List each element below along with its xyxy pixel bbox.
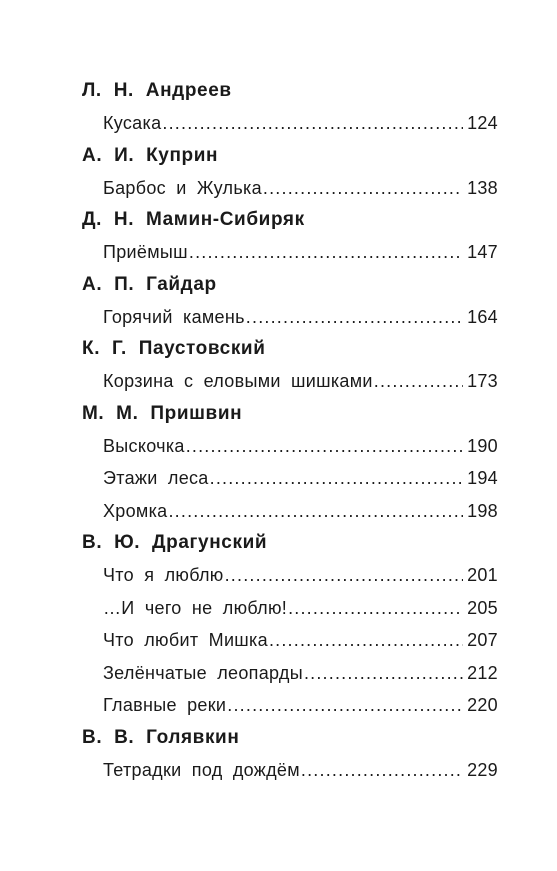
- toc-entry[interactable]: [103, 236, 498, 269]
- toc-entry[interactable]: [103, 430, 498, 463]
- entry-title: Что я люблю: [103, 565, 224, 585]
- toc-entry[interactable]: [103, 365, 498, 398]
- entry-page-number: 173: [467, 371, 498, 391]
- toc-entry[interactable]: [103, 592, 498, 625]
- author-heading: К. Г. Паустовский: [82, 338, 266, 359]
- toc-entry[interactable]: [103, 495, 498, 528]
- dot-leader: [263, 172, 463, 205]
- toc-section: [82, 204, 498, 269]
- entry-title: Этажи леса: [103, 468, 209, 488]
- dot-leader: [186, 430, 463, 463]
- entry-title: Кусака: [103, 113, 162, 133]
- entry-page-number: 124: [467, 113, 498, 133]
- entry-page-number: 205: [467, 597, 498, 618]
- entry-page-number: 190: [467, 435, 498, 456]
- entry-title: Что любит Мишка: [103, 630, 268, 650]
- toc-entry[interactable]: [103, 754, 498, 787]
- entry-page-number: 207: [467, 630, 498, 650]
- dot-leader: [210, 462, 463, 495]
- entry-title: Тетрадки под дождём: [103, 759, 300, 780]
- toc-entry[interactable]: [103, 107, 498, 140]
- dot-leader: [246, 301, 463, 334]
- entry-title: Выскочка: [103, 435, 185, 456]
- toc-section: [82, 527, 498, 722]
- dot-leader: [162, 107, 463, 140]
- table-of-contents: [82, 75, 498, 786]
- entry-page-number: 147: [467, 242, 498, 262]
- dot-leader: [288, 592, 463, 625]
- entry-page-number: 194: [467, 468, 498, 488]
- toc-entry[interactable]: [103, 624, 498, 657]
- entry-page-number: 212: [467, 662, 498, 683]
- entry-title: Барбос и Жулька: [103, 177, 262, 198]
- entry-page-number: 164: [467, 306, 498, 327]
- toc-entry[interactable]: [103, 657, 498, 690]
- entry-title: Хромка: [103, 500, 168, 521]
- entry-title: Приёмыш: [103, 242, 188, 262]
- entry-title: Зелёнчатые леопарды: [103, 662, 303, 683]
- dot-leader: [225, 559, 463, 592]
- toc-entry[interactable]: [103, 301, 498, 334]
- toc-section: [82, 333, 498, 398]
- entry-title: Корзина с еловыми шишками: [103, 371, 373, 391]
- author-heading: Д. Н. Мамин-Сибиряк: [82, 209, 305, 230]
- dot-leader: [374, 365, 463, 398]
- entry-page-number: 220: [467, 695, 498, 715]
- toc-entry[interactable]: [103, 462, 498, 495]
- toc-entry[interactable]: [103, 172, 498, 205]
- entry-title: …И чего не люблю!: [103, 597, 288, 618]
- entry-page-number: 138: [467, 177, 498, 198]
- dot-leader: [269, 624, 463, 657]
- toc-section: [82, 140, 498, 205]
- author-heading: Л. Н. Андреев: [82, 80, 232, 101]
- entry-title: Горячий камень: [103, 306, 245, 327]
- dot-leader: [304, 657, 463, 690]
- entry-page-number: 201: [467, 565, 498, 585]
- entry-page-number: 229: [467, 759, 498, 780]
- author-heading: М. М. Пришвин: [82, 402, 243, 424]
- entry-page-number: 198: [467, 500, 498, 521]
- entry-title: Главные реки: [103, 695, 227, 715]
- author-heading: А. П. Гайдар: [82, 273, 217, 295]
- toc-section: [82, 722, 498, 787]
- toc-section: [82, 75, 498, 140]
- dot-leader: [168, 495, 463, 528]
- dot-leader: [301, 754, 463, 787]
- toc-entry[interactable]: [103, 559, 498, 592]
- dot-leader: [189, 236, 463, 269]
- dot-leader: [227, 689, 463, 722]
- toc-section: [82, 269, 498, 334]
- author-heading: А. И. Куприн: [82, 144, 219, 166]
- toc-section: [82, 398, 498, 528]
- toc-entry[interactable]: [103, 689, 498, 722]
- author-heading: В. Ю. Драгунский: [82, 532, 268, 553]
- author-heading: В. В. Голявкин: [82, 726, 240, 748]
